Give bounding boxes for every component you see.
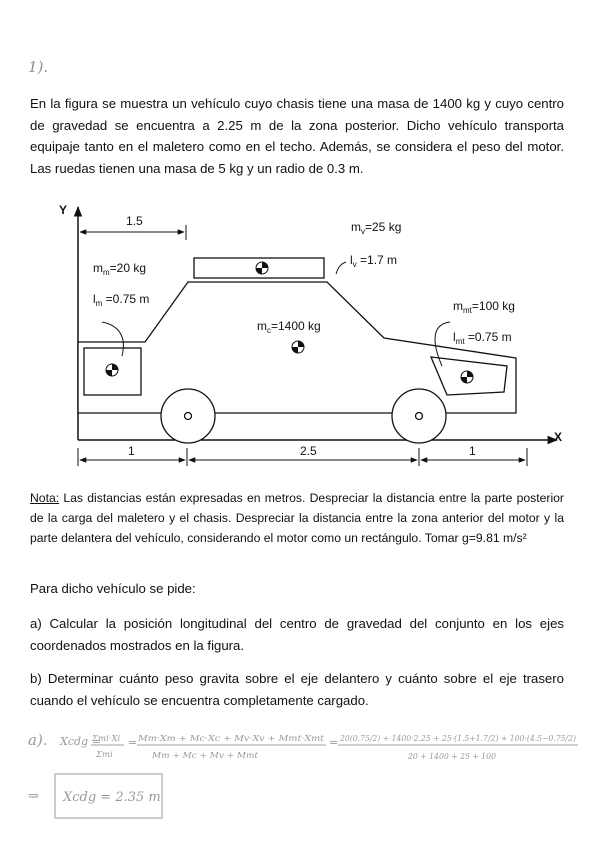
frac1-num: Σmi·Xi [92, 734, 121, 744]
eq-sign: = [128, 736, 138, 749]
intro-paragraph: En la figura se muestra un vehículo cuyo chasis tiene una masa de 1400 kg y cuyo centro de gravedad se encuentra a 2.25 m de la zona posterior. Dicho vehículo transporta equipaje tanto en el maletero como en el techo. Además, se considera el peso del motor. Las ruedas tienen una masa de 5 kg y un radio de 0.3 m. [30, 96, 564, 176]
frac2-den: Mm + Mc + Mv + Mmt [150, 751, 259, 760]
note-label: Nota: [30, 491, 60, 505]
front-wheel [392, 389, 446, 443]
dim-bottom-label-1: 1 [128, 444, 135, 458]
lv-leader [336, 262, 346, 274]
dim-bottom-label-3: 1 [469, 444, 476, 458]
frac3-den: 20 + 1400 + 25 + 100 [407, 752, 497, 762]
dim-top-label: 1.5 [126, 214, 143, 228]
mv-label: $m_v=25$ kg [351, 220, 402, 236]
problem-number: 1). [28, 58, 49, 76]
vehicle-figure [56, 196, 566, 466]
question-a: a) Calcular la posición longitudinal del centro de gravedad del conjunto en los ejes coordenados mostrados en la figura. [30, 616, 564, 653]
lv-label: $l_v =1.7$ m [350, 253, 398, 269]
mc-label: $m_c=1400$ kg [257, 319, 321, 335]
handwritten-solution [28, 728, 588, 828]
roof-luggage-cg [256, 262, 268, 274]
chassis-cg [292, 341, 304, 353]
y-axis-label: Y [59, 203, 68, 217]
solution-lhs: Xcdg = [60, 735, 101, 748]
implies-arrow: ⇒ [28, 789, 39, 804]
note-paragraph [30, 488, 564, 548]
lm-label: $l_m =0.75$ m [93, 292, 150, 308]
dim-bottom-label-2: 2.5 [300, 444, 317, 458]
solution-label: a). [28, 731, 48, 749]
mm-label: $m_m=20$ kg [93, 261, 147, 277]
x-axis-label: X [554, 430, 563, 444]
rear-wheel [161, 389, 215, 443]
result-text: Xcdg = 2.35 m [63, 790, 161, 805]
note-text: Las distancias están expresadas en metros. Despreciar la distancia entre la parte posterior de la carga del maletero y el chasis. Despreciar la distancia entre la zona anterior del motor y la parte delantera del vehículo, considerando el motor como un rectángulo. Tomar g=9.81 m/s² [30, 491, 564, 545]
lmt-label: $l_{mt} =0.75$ m [453, 330, 512, 346]
frac2-num: Mm·Xm + Mc·Xc + Mv·Xv + Mmt·Xmt [136, 734, 325, 743]
frac1-den: Σmi [96, 750, 113, 760]
trunk-luggage-cg [106, 364, 118, 376]
ask-line: Para dicho vehículo se pide: [30, 581, 196, 596]
mmt-label: $m_{mt}=100$ kg [453, 299, 515, 315]
question-b: b) Determinar cuánto peso gravita sobre el eje delantero y cuánto sobre el eje trasero cuando el vehículo se encuentra completamente cargado. [30, 671, 564, 708]
engine-cg [461, 371, 473, 383]
frac3-num: 20(0.75/2) + 1400·2.25 + 25·(1.5+1.7/2) + 100·(4.5−0.75/2) [339, 734, 576, 743]
eq-sign-2: = [329, 736, 339, 749]
